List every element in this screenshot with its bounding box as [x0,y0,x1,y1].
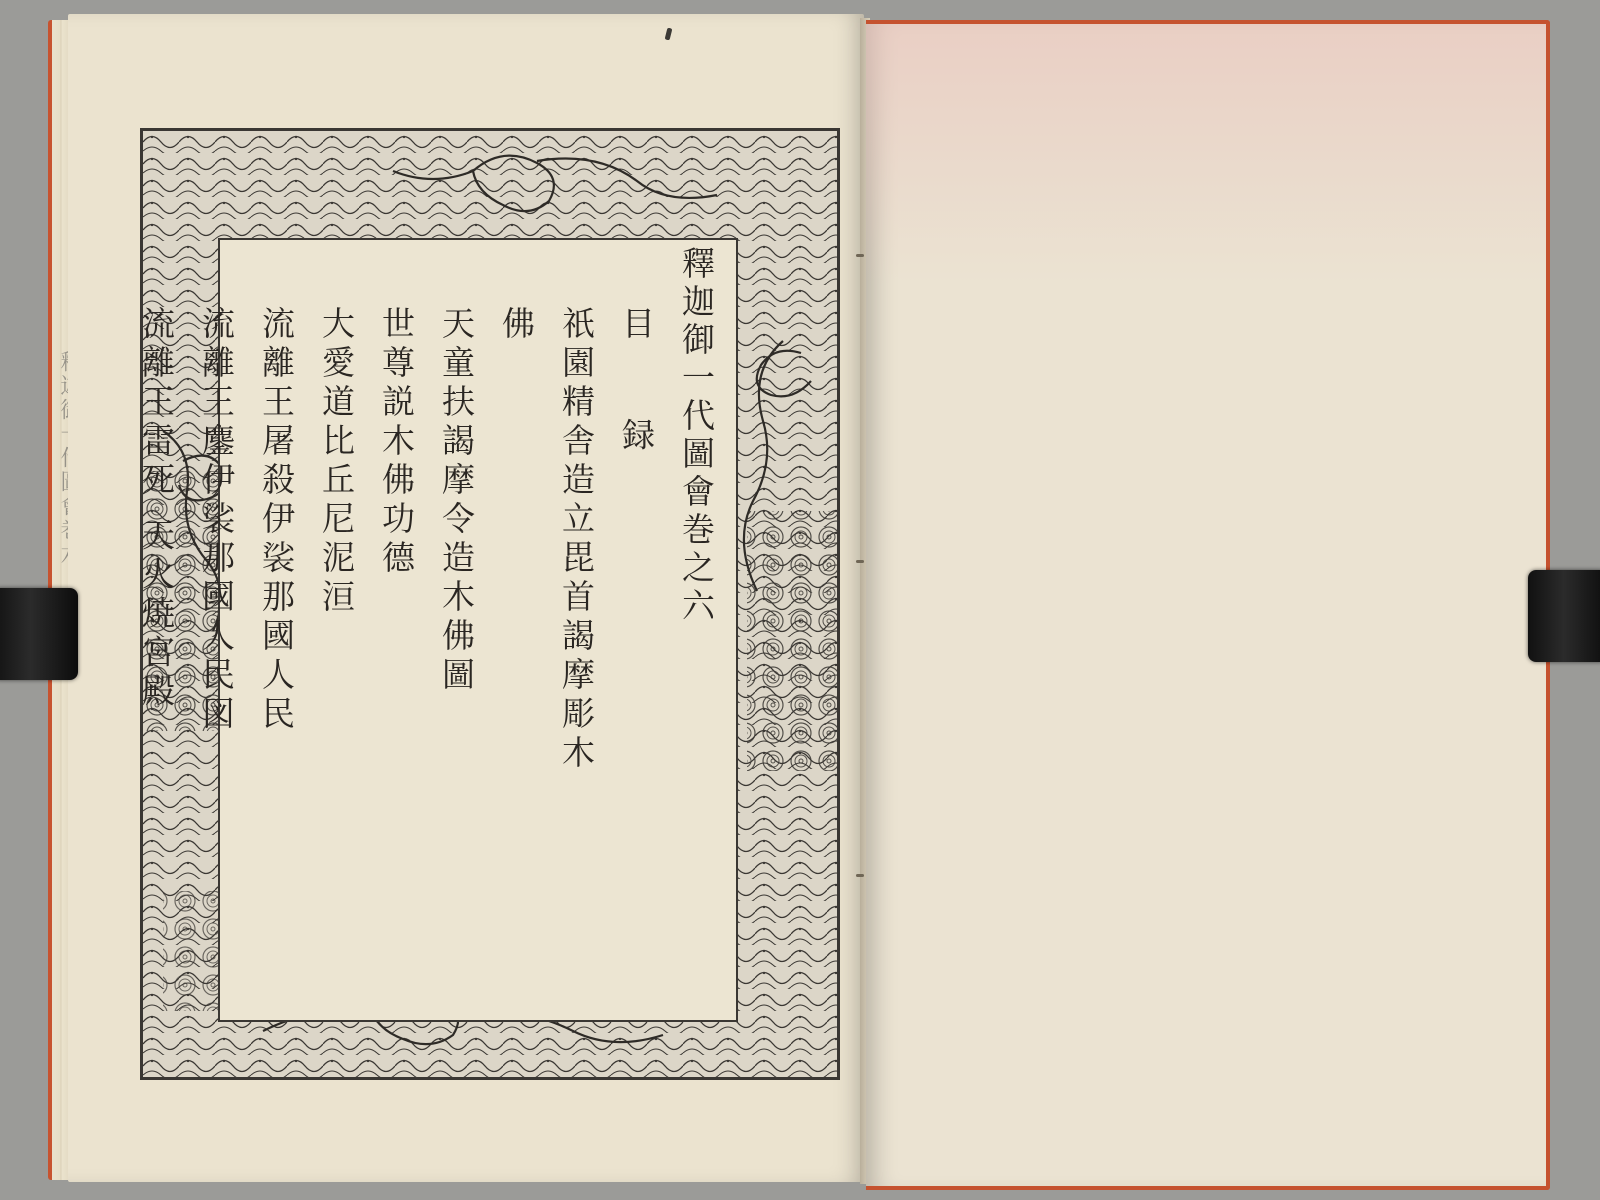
list-item: 天童扶謁摩令造木佛圖 [437,306,476,696]
binder-clip-icon [1528,570,1600,662]
contents-heading: 目 録 [617,306,656,485]
binder-clip-icon [0,588,78,680]
list-item: 大愛道比丘尼泥洹 [317,306,356,618]
book-spread [48,14,1556,1186]
list-item: 流離王鏖伊裟那國人民図 [197,306,236,735]
binding-stitch [856,560,864,563]
list-item: 流離王雷死 天火焼宮殿 [137,306,176,713]
volume-title: 釋迦御一代圖會巻之六 [677,246,716,626]
list-item: 流離王屠殺伊裟那國人民 [257,306,296,735]
table-of-contents [137,246,726,786]
binding-stitch [856,874,864,877]
right-page-blank [866,20,1550,1190]
list-item: 祇園精舎造立毘首謁摩彫木佛 [497,306,596,774]
binding-stitch [856,254,864,257]
list-item: 世尊説木佛功德 [377,306,416,579]
